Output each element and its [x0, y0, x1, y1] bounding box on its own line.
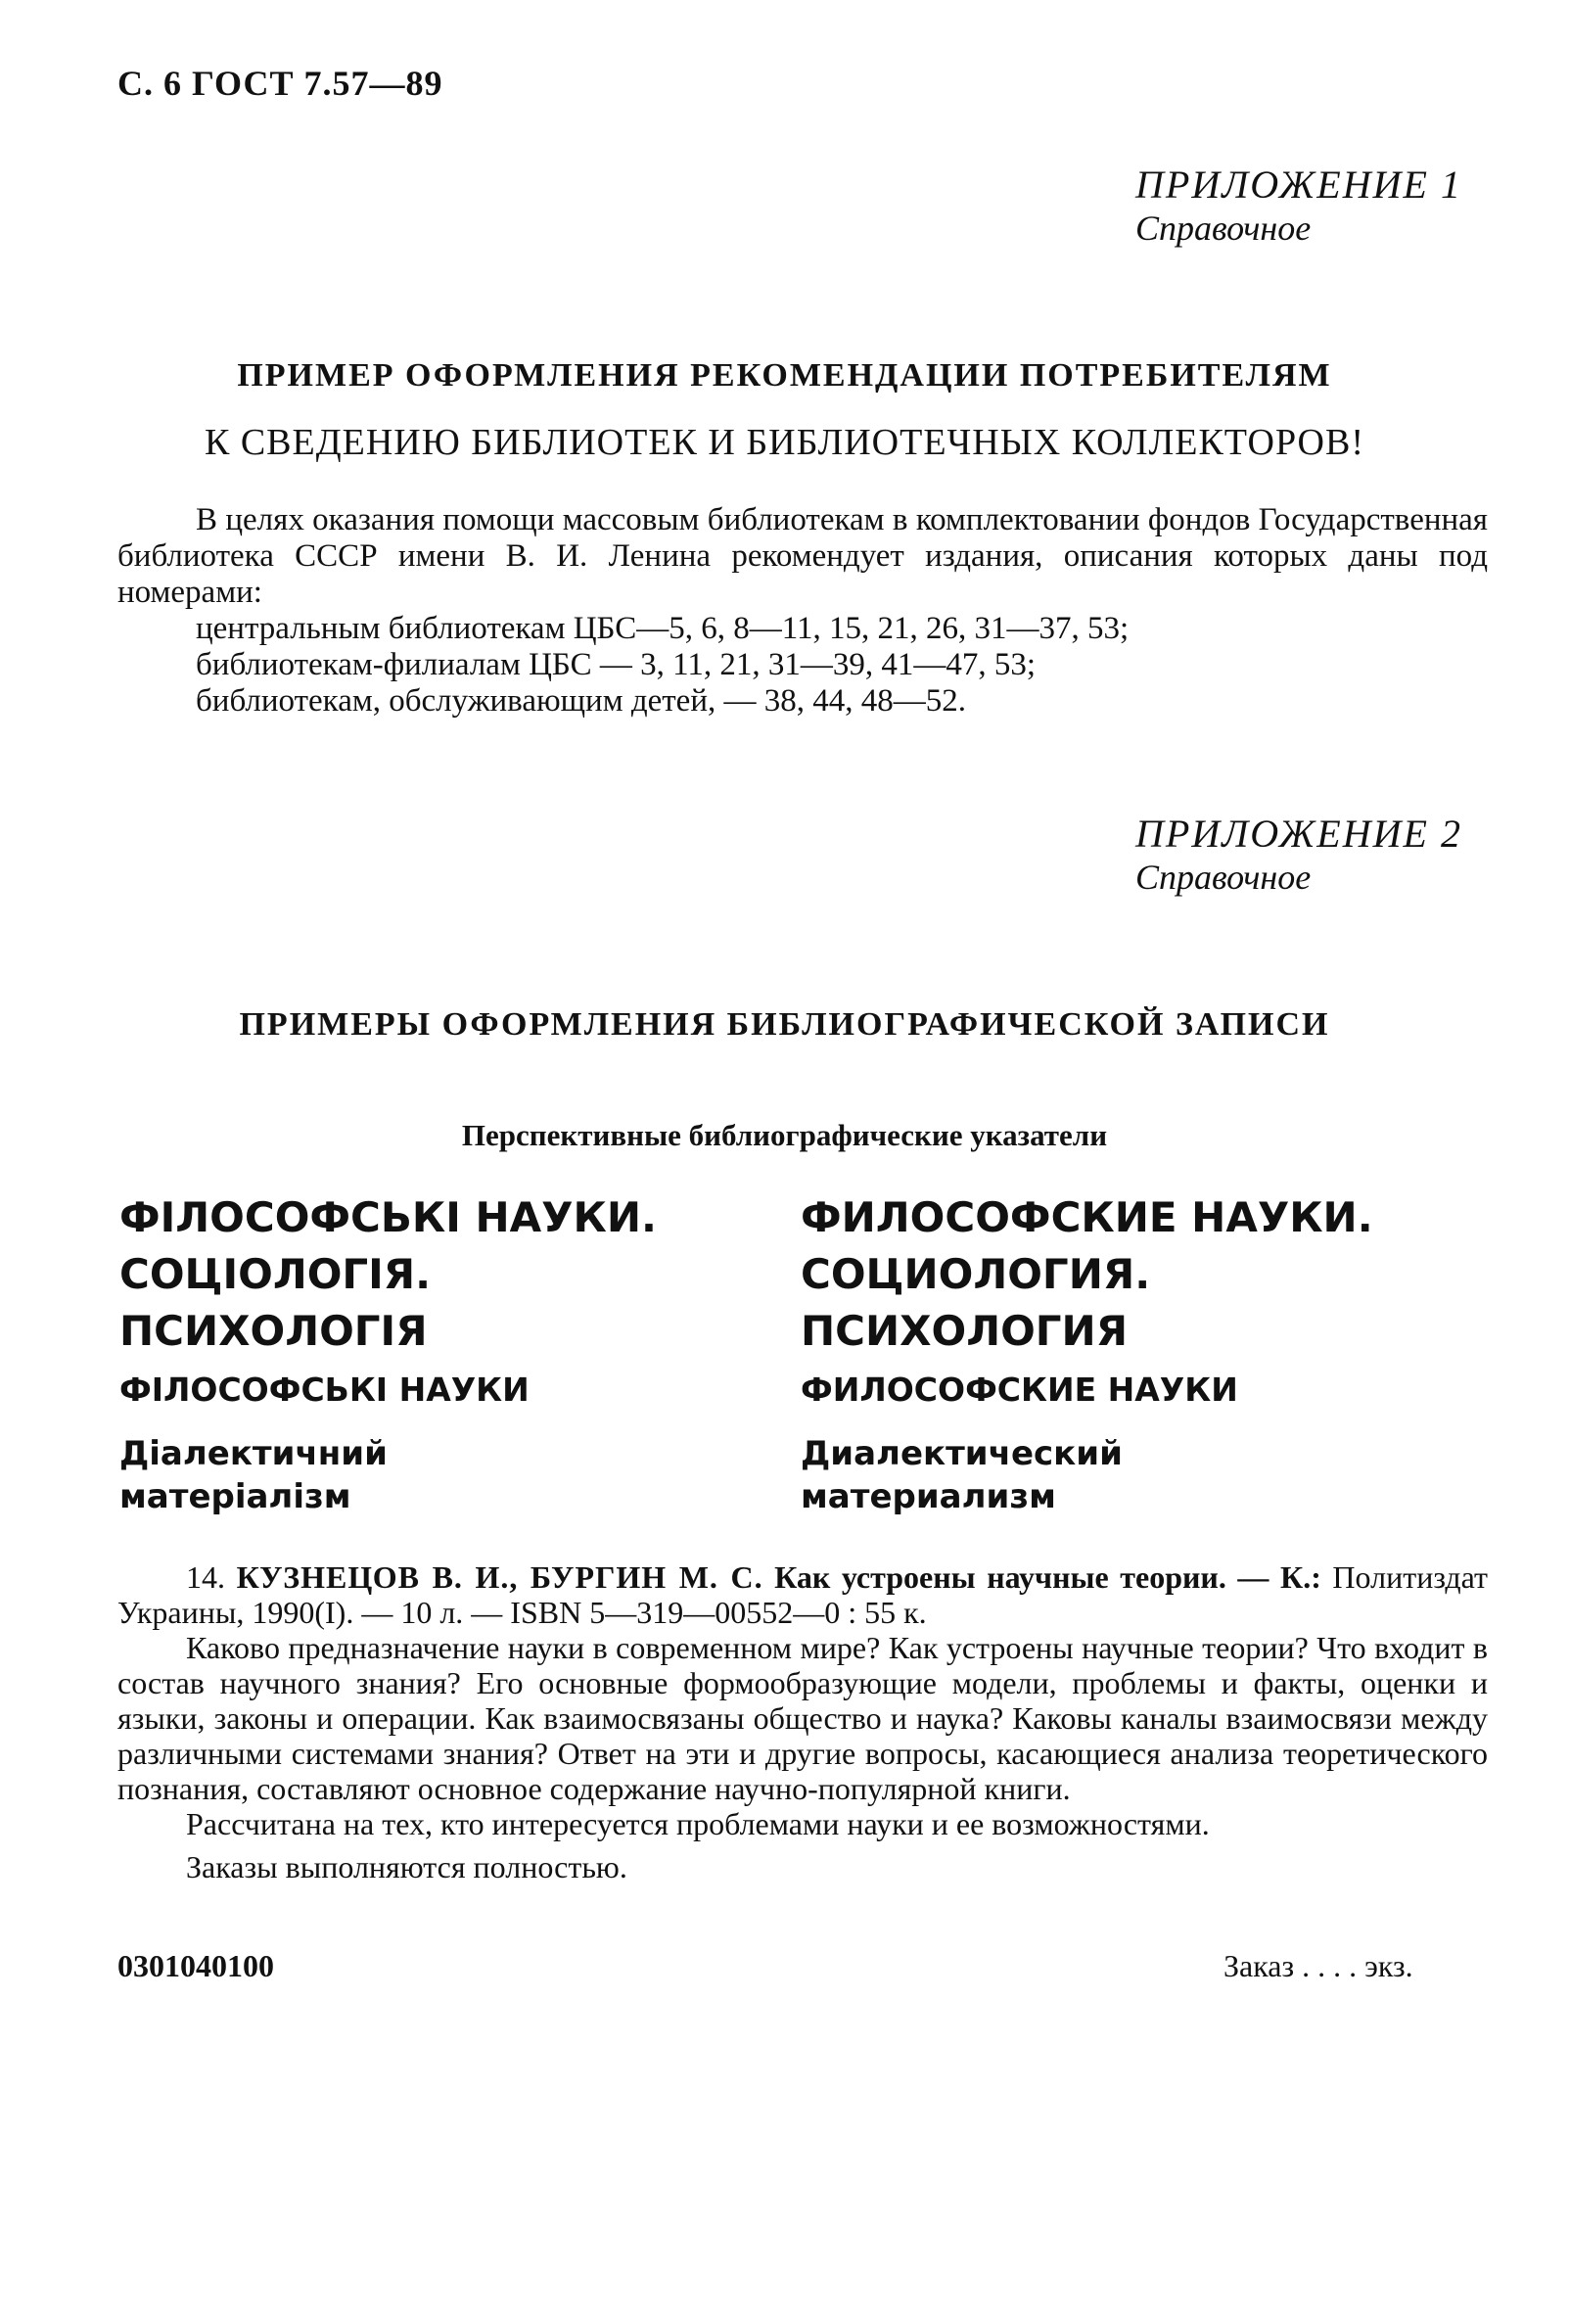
entry-imprint: Политиздат Украины, 1990(I). — 10 л. — ISBN 5—319—00552—0 : 55 к. [117, 1559, 1489, 1630]
footer-code: 0301040100 [117, 1948, 274, 1983]
entry-title: Как устроены научные теории. — К.: [774, 1559, 1321, 1595]
recommendation-line: библиотекам, обслуживающим детей, — 38, 44, 48—52. [196, 683, 966, 719]
russian-section: ФИЛОСОФСКИЕ НАУКИ [801, 1371, 1238, 1409]
entry-authors: КУЗНЕЦОВ В. И., БУРГИН М. С. [236, 1559, 763, 1595]
footer-order: Заказ . . . . экз. [1223, 1948, 1413, 1983]
bibliographic-entry [117, 1559, 1488, 1884]
ukrainian-title-line: СОЦІОЛОГІЯ. [119, 1250, 432, 1298]
russian-subsection-line: Диалектический [801, 1434, 1123, 1473]
ukrainian-subsection-line: Діалектичний [119, 1434, 388, 1473]
entry-orders-note: Заказы выполняются полностью. [186, 1849, 627, 1884]
russian-title-line: ФИЛОСОФСКИЕ НАУКИ. [801, 1193, 1373, 1241]
appendix-1-type: Справочное [1135, 209, 1312, 248]
page-header: С. 6 ГОСТ 7.57—89 [117, 64, 443, 103]
ukrainian-subsection-line: матеріалізм [119, 1477, 351, 1516]
russian-title-line: ПСИХОЛОГИЯ [801, 1307, 1129, 1355]
recommendation-line: библиотекам-филиалам ЦБС — 3, 11, 21, 31—39, 41—47, 53; [196, 647, 1037, 682]
appendix-1-subheading: К СВЕДЕНИЮ БИБЛИОТЕК И БИБЛИОТЕЧНЫХ КОЛЛЕКТОРОВ! [204, 422, 1364, 463]
entry-annotation: Каково предназначение науки в современном мире? Как устроены научные теории? Что входит в состав научного знания? Его основные формообразующие модели, проблемы и факты, оценки и языки, законы и операции. Как взаимосвязаны общество и наука? Каковы каналы взаимосвязи между различными системами знания? Ответ на эти и другие вопросы, касающиеся анализа теоретического познания, составляют основное содержание научно-популярной книги. [117, 1630, 1488, 1806]
russian-title-line: СОЦИОЛОГИЯ. [801, 1250, 1151, 1298]
ukrainian-title-line: ФІЛОСОФСЬКІ НАУКИ. [119, 1193, 657, 1241]
entry-number: 14. [186, 1559, 225, 1595]
ukrainian-section: ФІЛОСОФСЬКІ НАУКИ [119, 1371, 530, 1409]
appendix-2-heading: ПРИМЕРЫ ОФОРМЛЕНИЯ БИБЛИОГРАФИЧЕСКОЙ ЗАПИСИ [239, 1006, 1330, 1043]
appendix-1-label: ПРИЛОЖЕНИЕ 1 [1135, 163, 1462, 207]
appendix-1-intro: В целях оказания помощи массовым библиотекам в комплектовании фондов Государственная библиотека СССР имени В. И. Ленина рекомендует издания, описания которых даны под номерами: [117, 502, 1488, 610]
russian-subsection-line: материализм [801, 1477, 1056, 1516]
appendix-2-subheading: Перспективные библиографические указатели [461, 1118, 1108, 1152]
appendix-2-label: ПРИЛОЖЕНИЕ 2 [1135, 812, 1462, 856]
entry-audience: Рассчитана на тех, кто интересуется проблемами науки и ее возможностями. [186, 1806, 1210, 1841]
appendix-1-heading: ПРИМЕР ОФОРМЛЕНИЯ РЕКОМЕНДАЦИИ ПОТРЕБИТЕЛЯМ [237, 357, 1332, 394]
appendix-2-type: Справочное [1135, 858, 1312, 897]
recommendation-line: центральным библиотекам ЦБС—5, 6, 8—11, 15, 21, 26, 31—37, 53; [196, 611, 1130, 646]
ukrainian-title-line: ПСИХОЛОГІЯ [119, 1307, 428, 1355]
